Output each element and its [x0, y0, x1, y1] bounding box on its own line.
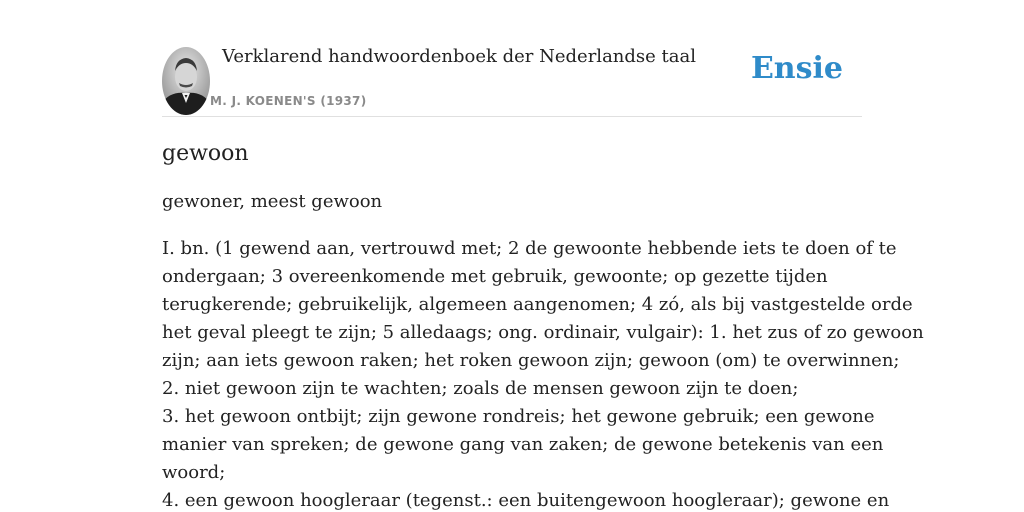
book-title: Verklarend handwoordenboek der Nederlandse taal: [222, 46, 696, 67]
site-header: [162, 40, 862, 117]
definition-line: terugkerende; gebruikelijk, algemeen aangenomen; 4 zó, als bij vastgestelde orde: [162, 294, 913, 315]
definition-line: 3. het gewoon ontbijt; zijn gewone rondreis; het gewone gebruik; een gewone: [162, 406, 875, 427]
definition-line: ondergaan; 3 overeenkomende met gebruik, gewoonte; op gezette tijden: [162, 266, 828, 287]
definition-line: 2. niet gewoon zijn te wachten; zoals de mensen gewoon zijn te doen;: [162, 378, 799, 399]
headword: gewoon: [162, 141, 249, 166]
definition-line: het geval pleegt te zijn; 5 alledaags; ong. ordinair, vulgair): 1. het zus of zo gewoon: [162, 322, 924, 343]
definition-line: zijn; aan iets gewoon raken; het roken gewoon zijn; gewoon (om) te overwinnen;: [162, 350, 900, 371]
portrait-icon: [162, 47, 210, 115]
definition-text: [162, 235, 924, 512]
brand-logo-link[interactable]: Ensie: [750, 51, 843, 86]
definition-line: manier van spreken; de gewone gang van zaken; de gewone betekenis van een: [162, 434, 884, 455]
inflected-forms: gewoner, meest gewoon: [162, 191, 383, 212]
definition-line: I. bn. (1 gewend aan, vertrouwd met; 2 de gewoonte hebbende iets te doen of te: [162, 238, 897, 259]
entry-content: [162, 116, 924, 512]
definition-line: woord;: [162, 462, 226, 483]
definition-line: 4. een gewoon hoogleraar (tegenst.: een buitengewoon hoogleraar); gewone en: [162, 490, 890, 511]
book-subtitle: M. J. KOENEN'S (1937): [210, 94, 367, 108]
